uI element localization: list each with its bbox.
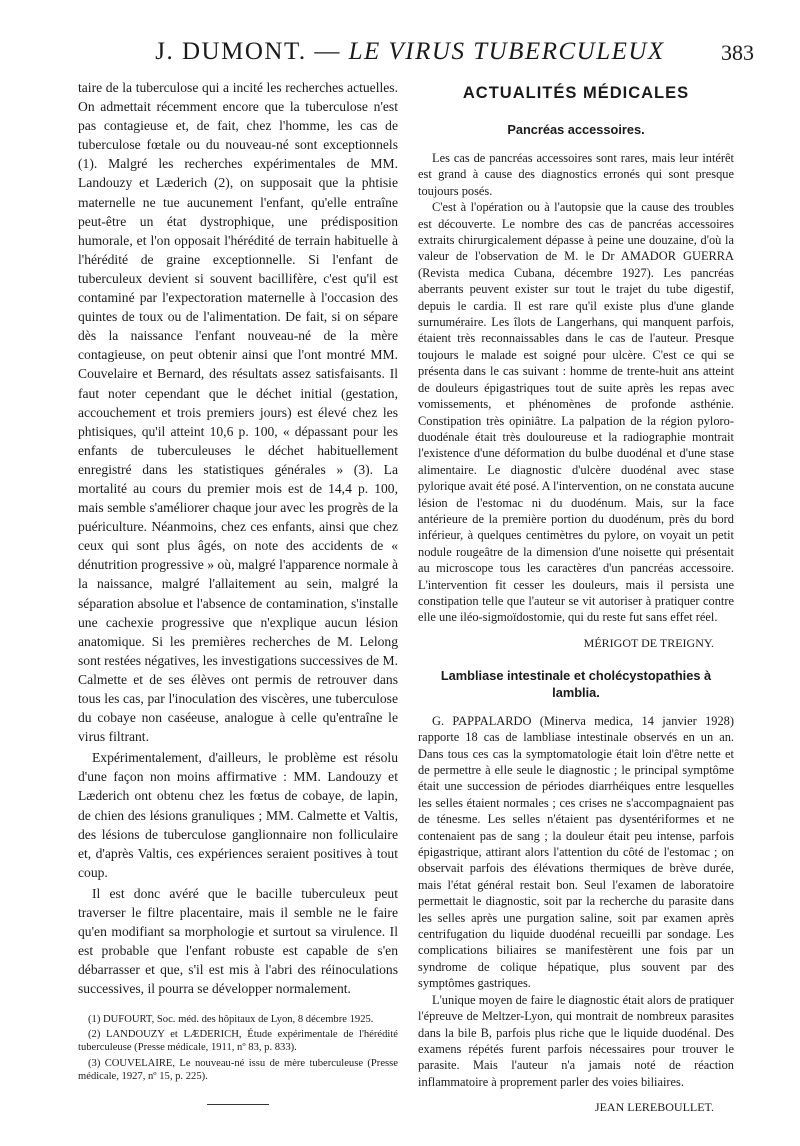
- paragraph: taire de la tuberculose qui a incité les recherches actuelles. On admettait récemment encore que la tuberculose n'est pas contagieuse et, de fait, chez l'homme, les cas de tuberculose fœtale ou du nouveau-né sont exceptionnels (1). Malgré les recherches expérimentales de MM. Landouzy et Læderich (2), on supposait que la phtisie maternelle ne tue aucunement l'enfant, qu'elle entraîne peut-être un état dystrophique, une prédisposition humorale, et l'on opposait l'hérédité de terrain habituelle à l'hérédité de graine exceptionnelle. Si l'enfant de tuberculeux devient si souvent bacillifère, c'est qu'il est contaminé par l'expectoration maternelle à l'occasion des quintes de toux ou de l'alimentation. De fait, si on sépare dès la naissance l'enfant nouveau-né de la mère contagieuse, on peut obtenir ainsi que l'ont montré MM. Couvelaire et Bernard, des résultats assez satisfaisants. Il faut noter cependant que le déchet initial (gestation, accouchement et trois premiers jours) est élevé chez les phtisiques, qu'il atteint 10,6 p. 100, « dépassant pour les enfants de tuberculeuses le déchet habituellement enregistré dans les statistiques générales » (3). La mortalité au cours du premier mois est de 14,4 p. 100, mais semble s'améliorer chaque jour avec les progrès de la puériculture. Néanmoins, chez ces enfants, ainsi que chez ceux qui sont plus âgés, on note des accidents de « dénutrition progressive » où, malgré l'apparence normale à la naissance, malgré l'allaitement au sein, malgré la séparation absolue et l'absence de contamination, s'installe une cachexie progressive que n'explique aucun lésion anatomique. Si les premières recherches de M. Lelong sont restées négatives, les investigations successives de M. Calmette et de ses élèves ont permis de retrouver dans tous les cas, par l'inoculation des viscères, une tuberculose du cobaye non caséeuse, analogue à celle qu'entraîne le virus filtrant.: [78, 80, 398, 745]
- article-title: Lambliase intestinale et cholécystopathies à lamblia.: [440, 667, 712, 700]
- paragraph: Les cas de pancréas accessoires sont rares, mais leur intérêt est grand à cause des diagnostics erronés qui sont presque toujours posés.: [418, 151, 734, 198]
- paragraph: G. PAPPALARDO (Minerva medica, 14 janvier 1928) rapporte 18 cas de lambliase intestinale observés en un an. Dans tous ces cas la symptomatologie était loin d'être nette et de permettre à elle seule le diagnostic ; le principal symptôme était une succession de périodes diarrhéiques entre lesquelles les selles étaient normales ; ces crises ne s'accompagnaient pas de ténesme. Les selles n'étaient pas dysentériformes et ne contenaient pas de sang ; la douleur était peu intense, parfois épigastrique, attirant alors l'attention du côté de l'estomac ; on observait parfois des élévations thermiques de brève durée, mais l'état général restait bon. Seul l'examen de laboratoire permettait le diagnostic, soit par la recherche du parasite dans les selles après une purgation saline, soit par examen après centrifugation du liquide duodénal recueilli par sondage. Les complications biliaires se manifestèrent une fois par un syndrome de colique hépatique, plus souvent par des symptômes gastriques.: [418, 713, 734, 991]
- footnote: (1) DUFOURT, Soc. méd. des hôpitaux de Lyon, 8 décembre 1925.: [88, 1013, 374, 1025]
- header-title: LE VIRUS TUBERCULEUX: [348, 38, 665, 65]
- article-body: [418, 150, 734, 626]
- footnotes: [78, 1013, 398, 1084]
- article-body: [418, 713, 734, 1090]
- running-head: [0, 38, 800, 78]
- left-column: [78, 78, 398, 1105]
- section-title: ACTUALITÉS MÉDICALES: [462, 84, 690, 102]
- article-title: Pancréas accessoires.: [507, 122, 645, 137]
- header-separator: —: [314, 38, 341, 65]
- running-title: [150, 38, 670, 66]
- spacer: [418, 651, 734, 667]
- page-number: 383: [721, 40, 754, 65]
- signature: MÉRIGOT DE TREIGNY.: [583, 635, 714, 650]
- paragraph: Il est donc avéré que le bacille tuberculeux peut traverser le filtre placentaire, mais il semble ne le faire qu'en modifiant sa morphologie et surtout sa virulence. Il est probable que l'enfant robuste est capable de s'en débarrasser et que, s'il est mis à l'abri des réinoculations successives, il pourra se développer normalement.: [78, 885, 398, 997]
- footnote: (3) COUVELAIRE, Le nouveau-né issu de mère tuberculeuse (Presse médicale, 1927, nº 15, p. 225).: [78, 1057, 398, 1083]
- paragraph: L'unique moyen de faire le diagnostic était alors de pratiquer l'épreuve de Meltzer-Lyon, qui montrait de nombreux parasites dans la bile B, parfois plus riche que le liquide duodénal. Des examens répétés furent parfois nécessaires pour trouver le parasite. Mais l'auteur n'a jamais noté de réaction inflammatoire à proprement parler des voies biliaires.: [418, 992, 734, 1089]
- right-column: [418, 78, 734, 1115]
- footnote: (2) LANDOUZY et LÆDERICH, Étude expérimentale de l'hérédité tuberculeuse (Presse médicale, 1911, nº 83, p. 833).: [78, 1028, 398, 1054]
- signature: JEAN LEREBOULLET.: [594, 1100, 714, 1115]
- paragraph: Expérimentalement, d'ailleurs, le problème est résolu d'une façon non moins affirmative : MM. Landouzy et Læderich ont obtenu chez les fœtus de cobaye, de lapin, de chien des lésions granuliques ; MM. Calmette et Valtis, des lésions de tuberculose ganglionnaire non folliculaire et, d'après Valtis, ces expériences seraient positives à tout coup.: [78, 750, 398, 880]
- end-rule: [207, 1104, 269, 1105]
- header-author: J. DUMONT.: [155, 38, 307, 65]
- article-body: [78, 78, 398, 999]
- paragraph: C'est à l'opération ou à l'autopsie que la cause des troubles est découverte. Le nombre des cas de pancréas accessoires extraits chirurgicalement dépasse à peine une douzaine, d'où la valeur de l'observation de M. le Dr AMADOR GUERRA (Revista medica Cubana, décembre 1927). Les pancréas aberrants peuvent exister sur tout le trajet du tube digestif, depuis le cardia. Il est rare qu'il existe plus d'une glande surnuméraire. Les îlots de Langerhans, qui manquent parfois, étaient très reconnaissables dans le cas de l'auteur. Presque toujours le malade est soigné pour ulcère. C'est ce qui se présenta dans le cas suivant : homme de trente-huit ans atteint de douleurs épigastriques tout de suite après les repas avec vomissements, et phénomènes de profonde asthénie. Constipation très opiniâtre. La palpation de la région pyloro-duodénale était très douloureuse et la radiographie montrait l'existence d'une déformation du bulbe duodénal et d'une stase alimentaire. Le diagnostic d'ulcère duodénal avec stase pylorique avait été posé. A l'intervention, on ne constata aucune lésion de l'estomac ni du duodénum. Mais, sur la face antérieure de la première portion du duodénum, près du bord inférieur, à quelques centimètres du pylore, on voyait un petit nodule rougeâtre de la dimension d'une noisette qui présentait au microscope tous les caractères d'un pancréas accessoire. L'intervention fit cesser les douleurs, mais il persista une constipation telle que l'auteur se vit autoriser à pratiquer contre elle une iléo-sigmoïdostomie, qui du reste fut sans effet réel.: [418, 200, 734, 625]
